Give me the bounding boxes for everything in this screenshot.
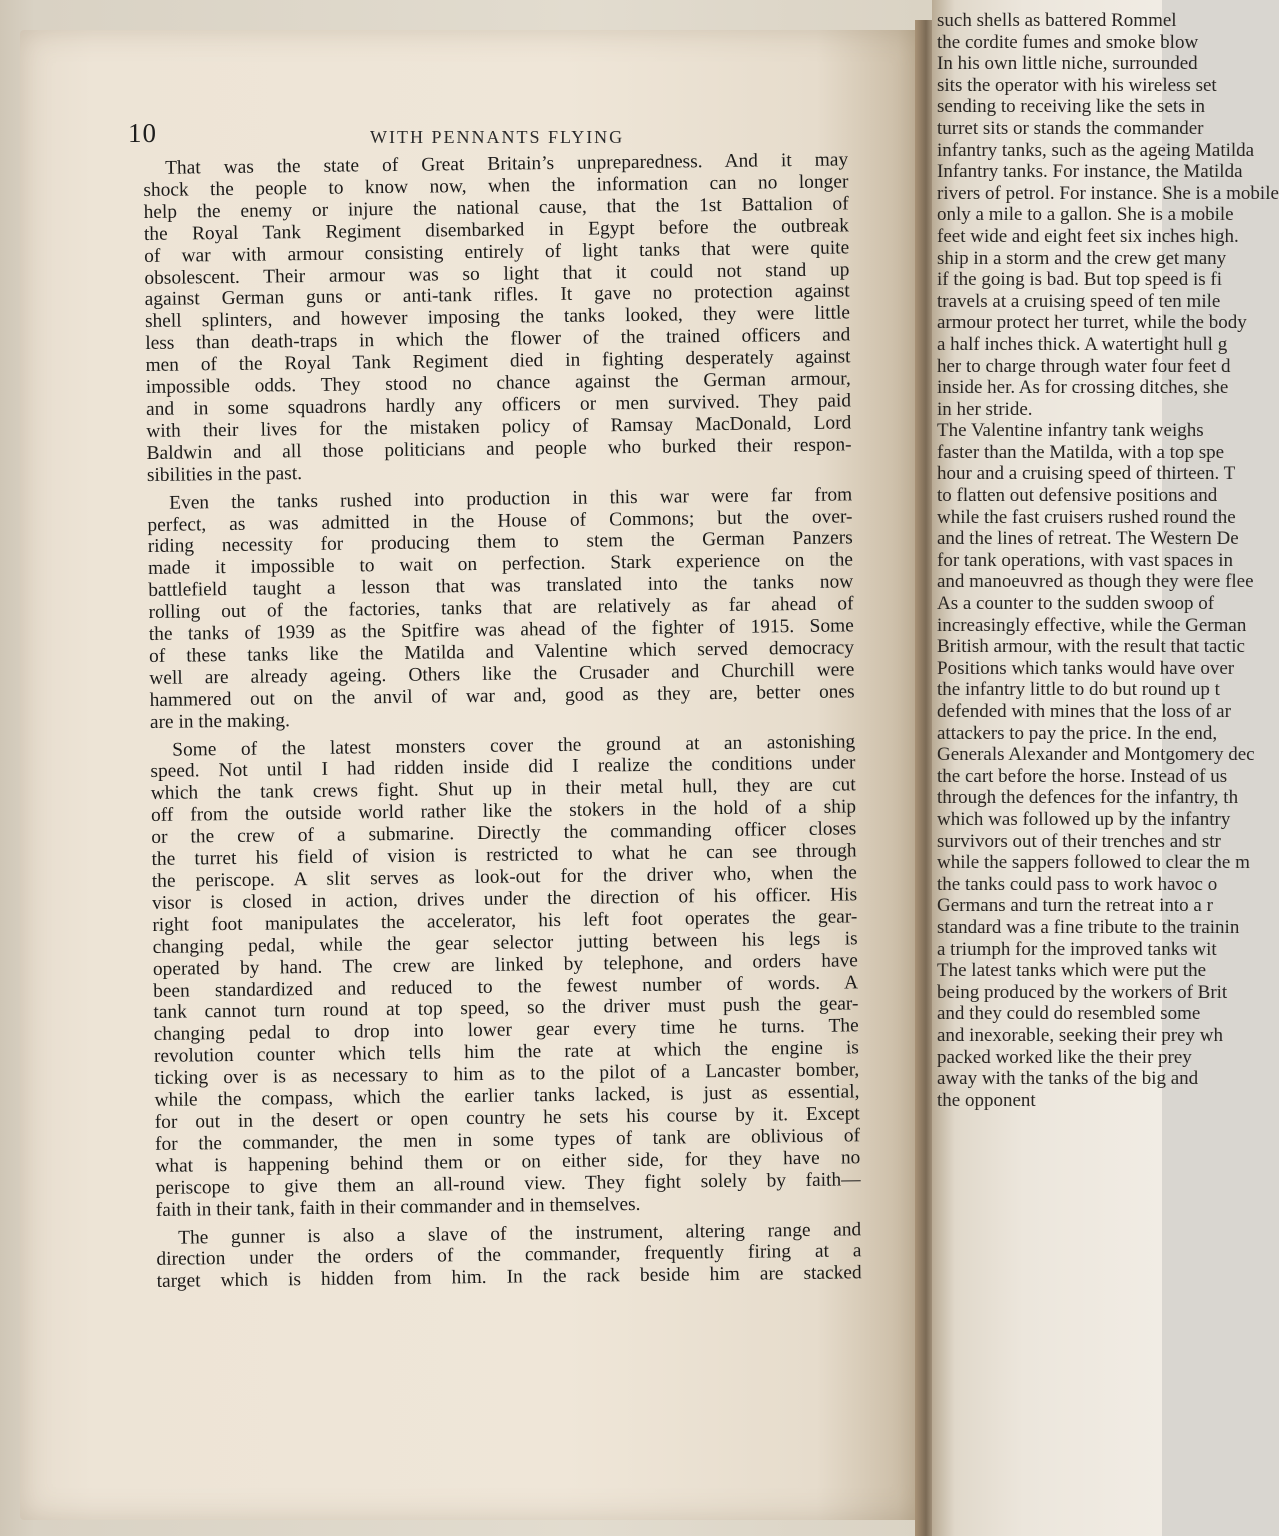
- right-text-line: if the going is bad. But top speed is fi: [937, 269, 1222, 291]
- text-line: speed. Not until I had ridden inside did I realize the conditions under: [150, 752, 856, 783]
- right-text-line: away with the tanks of the big and: [937, 1068, 1199, 1090]
- right-text-line: standard was a fine tribute to the trainin: [937, 916, 1240, 938]
- right-text-line: In his own little niche, surrounded: [937, 53, 1198, 75]
- right-text-line: rivers of petrol. For instance. She is a mobile: [937, 182, 1279, 204]
- right-text-line: attackers to pay the price. In the end,: [937, 722, 1218, 744]
- text-line: well are already ageing. Others like the Crusader and Churchill were: [149, 659, 855, 689]
- right-text-line: her to charge through water four feet d: [937, 355, 1231, 377]
- text-line: shell splinters, and however imposing the tanks looked, they were little: [144, 302, 851, 333]
- text-line: the turret his field of vision is restricted to what he can see through: [151, 840, 857, 871]
- right-text-line: Infantry tanks. For instance, the Matilda: [937, 161, 1243, 183]
- right-text-line: being produced by the workers of Brit: [937, 981, 1228, 1003]
- right-text-line: the cart before the horse. Instead of us: [937, 765, 1228, 787]
- text-line: rolling out of the factories, tanks that are relatively as far ahead of: [148, 593, 854, 624]
- right-text-line: defended with mines that the loss of ar: [937, 701, 1231, 722]
- text-line: while the compass, which the earlier tanks lacked, is just as essential,: [154, 1081, 860, 1111]
- paragraph: [143, 149, 852, 486]
- text-line: help the enemy or injure the national cause, that the 1st Battalion of: [143, 193, 849, 223]
- right-text-line: sits the operator with his wireless set: [937, 74, 1217, 96]
- right-text-line: through the defences for the infantry, th: [937, 787, 1239, 809]
- text-line: which the tank crews fight. Shut up in their metal hull, they are cut: [150, 774, 856, 805]
- text-line: operated by hand. The crew are linked by telephone, and orders have: [152, 949, 858, 980]
- text-line: against German guns or anti-tank rifles. It gave no protection against: [144, 280, 850, 311]
- text-line: hammered out on the anvil of war and, good as they are, better ones: [149, 681, 855, 711]
- right-text-line: while the fast cruisers rushed round the: [937, 506, 1236, 528]
- text-line: faith in their tank, faith in their commander and in themselves.: [155, 1193, 641, 1221]
- paragraph: [156, 1219, 862, 1293]
- paragraph: [147, 484, 855, 734]
- right-text-line: to flatten out defensive positions and: [937, 485, 1218, 507]
- text-line: for out in the desert or open country he sets his course by it. Except: [154, 1103, 860, 1133]
- text-line: what is happening behind them or on either side, for they have no: [155, 1147, 861, 1177]
- text-line: tank cannot turn round at top speed, so the driver must push the gear-: [153, 993, 859, 1024]
- right-text-line: Positions which tanks would have over: [937, 657, 1235, 679]
- right-text-line: and the lines of retreat. The Western De: [937, 528, 1239, 550]
- text-line: made it impossible to wait on perfection. Stark experience on the: [147, 549, 854, 580]
- right-text-line: The Valentine infantry tank weighs: [937, 420, 1204, 442]
- right-text-line: the infantry little to do but round up t: [937, 679, 1220, 701]
- right-page-text: [937, 10, 1279, 1111]
- right-text-line: inside her. As for crossing ditches, she: [937, 377, 1229, 399]
- right-text-line: while the sappers followed to clear the m: [937, 852, 1250, 874]
- right-text-line: feet wide and eight feet six inches high.: [937, 225, 1239, 247]
- text-line: are in the making.: [149, 709, 291, 733]
- page-number: 10: [128, 118, 157, 148]
- right-text-line: Germans and turn the retreat into a r: [937, 895, 1213, 917]
- text-line: right foot manipulates the accelerator, his left foot operates the gear-: [152, 906, 858, 936]
- right-text-line: increasingly effective, while the German: [937, 614, 1247, 636]
- right-text-line: As a counter to the sudden swoop of: [937, 593, 1215, 615]
- text-line: for the commander, the men in some types of tank are oblivious of: [154, 1125, 861, 1155]
- text-line: Some of the latest monsters cover the ground at an astonishing: [172, 730, 856, 761]
- right-text-line: the tanks could pass to work havoc o: [937, 873, 1218, 895]
- right-text-line: infantry tanks, such as the ageing Matilda: [937, 139, 1255, 161]
- text-line: The gunner is also a slave of the instrument, altering range and: [178, 1218, 862, 1249]
- right-text-line: which was followed up by the infantry: [937, 808, 1231, 830]
- right-text-line: Generals Alexander and Montgomery dec: [937, 744, 1255, 766]
- text-line: That was the state of Great Britain’s unpreparedness. And it may: [164, 149, 849, 179]
- text-line: direction under the orders of the commander, frequently firing at a: [156, 1240, 862, 1271]
- right-text-line: such shells as battered Rommel: [937, 10, 1177, 31]
- right-page: [932, 0, 1279, 1536]
- right-text-line: for tank operations, with vast spaces in: [937, 549, 1234, 571]
- text-line: changing pedal, while the gear selector jutting between his legs is: [152, 928, 858, 958]
- right-text-line: armour protect her turret, while the body: [937, 312, 1247, 334]
- text-line: the periscope. A slit serves as look-out for the driver who, when the: [151, 862, 857, 892]
- text-line: visor is closed in action, drives under the direction of his officer. His: [151, 884, 858, 914]
- right-text-line: turret sits or stands the commander: [937, 117, 1204, 139]
- text-line: the Royal Tank Regiment disembarked in Egypt before the outbreak: [143, 215, 850, 245]
- text-line: changing pedal to drop into lower gear every time he turns. The: [153, 1015, 859, 1046]
- text-line: impossible odds. They stood no chance against the German armour,: [145, 368, 851, 399]
- text-line: obsolescent. Their armour was so light that it could not stand up: [144, 258, 850, 289]
- body-text: [143, 149, 862, 1299]
- right-text-line: the opponent: [937, 1089, 1036, 1111]
- text-line: off from the outside world rather like the stokers in the hold of a ship: [150, 796, 857, 827]
- text-line: the tanks of 1939 as the Spitfire was ahead of the fighter of 1915. Some: [148, 615, 854, 645]
- right-text-line: survivors out of their trenches and str: [937, 830, 1221, 852]
- right-text-line: faster than the Matilda, with a top spe: [937, 441, 1225, 463]
- text-line: battlefield taught a lesson that was translated into the tanks now: [148, 571, 854, 602]
- text-line: shock the people to know now, when the information can no longer: [143, 171, 849, 201]
- text-line: of these tanks like the Matilda and Valentine which served democracy: [148, 637, 855, 667]
- text-line: perfect, as was admitted in the House of Commons; but the over-: [147, 505, 853, 536]
- text-line: sibilities in the past.: [146, 462, 303, 486]
- text-line: less than death-traps in which the flower of the trained officers and: [145, 324, 851, 355]
- right-text-line: hour and a cruising speed of thirteen. T: [937, 463, 1236, 485]
- text-line: target which is hidden from him. In the rack beside him are stacked: [156, 1262, 862, 1293]
- right-text-line: sending to receiving like the sets in: [937, 96, 1206, 118]
- paragraph: [150, 731, 861, 1222]
- text-line: men of the Royal Tank Regiment died in fighting desperately against: [145, 346, 851, 377]
- right-text-line: in her stride.: [937, 398, 1033, 420]
- right-text-line: British armour, with the result that tactic: [937, 636, 1245, 658]
- running-head: WITH PENNANTS FLYING: [370, 127, 625, 147]
- text-line: revolution counter which tells him the rate at which the engine is: [153, 1037, 860, 1068]
- right-text-line: the cordite fumes and smoke blow: [937, 31, 1199, 53]
- text-line: with their lives for the mistaken policy of Ramsay MacDonald, Lord: [146, 412, 852, 442]
- text-line: been standardized and reduced to the fewest number of words. A: [153, 971, 859, 1002]
- text-line: or the crew of a submarine. Directly the commanding officer closes: [151, 818, 857, 849]
- right-text-line: travels at a cruising speed of ten mile: [937, 290, 1221, 312]
- text-line: of war with armour consisting entirely of light tanks that were quite: [144, 237, 850, 267]
- right-text-line: ship in a storm and the crew get many: [937, 247, 1227, 269]
- right-text-line: The latest tanks which were put the: [937, 960, 1207, 982]
- text-line: ticking over is as necessary to him as to the pilot of a Lancaster bomber,: [154, 1059, 860, 1090]
- right-text-line: only a mile to a gallon. She is a mobile: [937, 204, 1234, 226]
- right-text-line: a triumph for the improved tanks wit: [937, 938, 1217, 960]
- right-text-line: packed worked like the their prey: [937, 1046, 1192, 1068]
- text-line: Baldwin and all those politicians and people who burked their respon-: [146, 434, 852, 464]
- text-line: periscope to give them an all-round view. They fight solely by faith—: [155, 1168, 861, 1199]
- text-line: riding necessity for producing them to stem the German Panzers: [147, 527, 853, 558]
- right-text-line: and manoeuvred as though they were flee: [937, 571, 1254, 593]
- text-line: and in some squadrons hardly any officers or men survived. They paid: [145, 390, 852, 420]
- right-text-line: and they could do resembled some: [937, 1003, 1201, 1025]
- right-text-line: a half inches thick. A watertight hull g: [937, 333, 1228, 355]
- right-text-line: and inexorable, seeking their prey wh: [937, 1024, 1223, 1046]
- text-line: Even the tanks rushed into production in this war were far from: [169, 483, 853, 514]
